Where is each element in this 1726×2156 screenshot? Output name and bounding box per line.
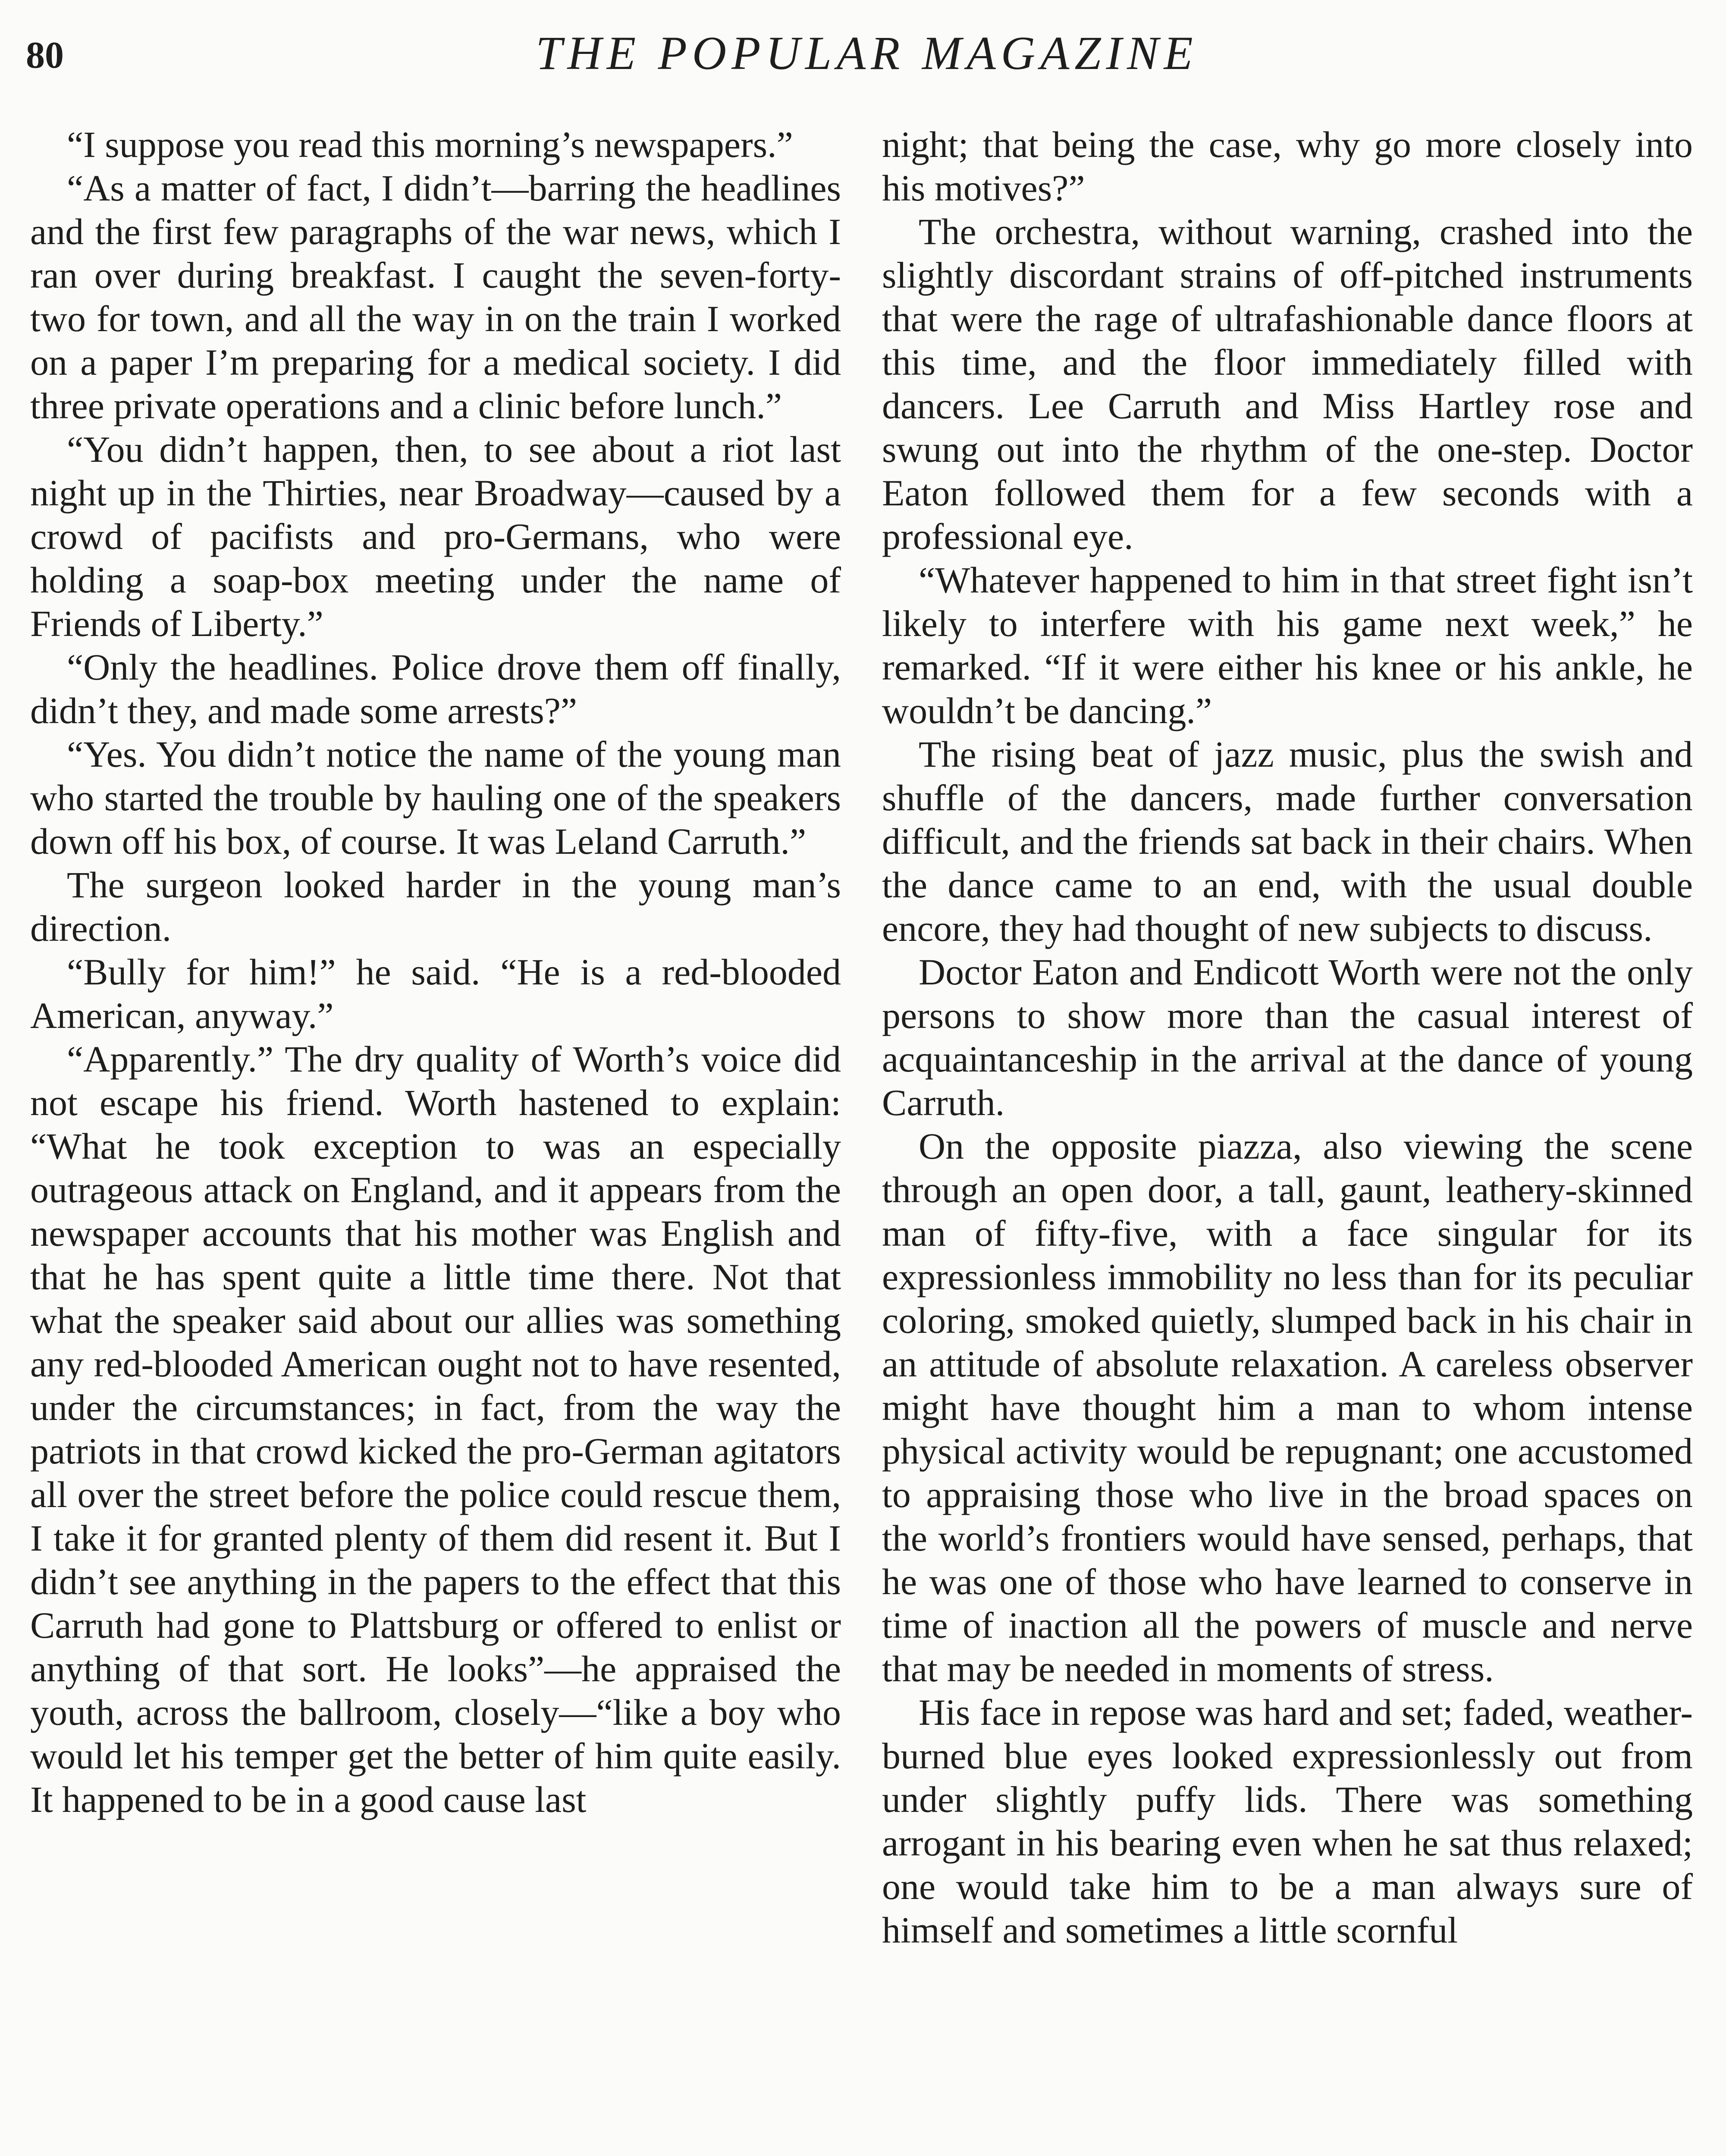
- left-column: [30, 123, 841, 2156]
- paragraph: On the opposite piazza, also viewing the scene through an open door, a tall, gaunt, leathery-skinned man of fifty-five, with a face singular for its expressionless immobility no less than for its peculiar coloring, smoked quietly, slumped back in his chair in an attitude of absolute relaxation. A careless observer might have thought him a man to whom intense physical activity would be repugnant; one accustomed to appraising those who live in the broad spaces on the world’s frontiers would have sensed, perhaps, that he was one of those who have learned to conserve in time of inaction all the powers of muscle and nerve that may be needed in moments of stress.: [882, 1125, 1693, 1689]
- paragraph: The surgeon looked harder in the young man’s direction.: [30, 864, 841, 949]
- paragraph: Doctor Eaton and Endicott Worth were not the only persons to show more than the casual interest of acquaintanceship in the arrival at the dance of young Carruth.: [882, 951, 1693, 1123]
- paragraph: The orchestra, without warning, crashed into the slightly discordant strains of off-pitched instruments that were the rage of ultrafashionable dance floors at this time, and the floor immediately filled with dancers. Lee Carruth and Miss Hartley rose and swung out into the rhythm of the one-step. Doctor Eaton followed them for a few seconds with a professional eye.: [882, 211, 1693, 557]
- right-column: [882, 123, 1693, 2156]
- paragraph: “I suppose you read this morning’s newspapers.”: [67, 124, 793, 165]
- paragraph: His face in repose was hard and set; faded, weather-burned blue eyes looked expressionlessly out from under slightly puffy lids. There was something arrogant in his bearing even when he sat thus relaxed; one would take him to be a man always sure of himself and sometimes a little scornful: [882, 1692, 1693, 1951]
- paragraph: “Whatever happened to him in that street fight isn’t likely to interfere with his game next week,” he remarked. “If it were either his knee or his ankle, he wouldn’t be dancing.”: [882, 559, 1693, 731]
- page-number: 80: [26, 34, 64, 76]
- magazine-title: THE POPULAR MAGAZINE: [536, 27, 1198, 79]
- page-header: [26, 26, 1708, 91]
- paragraph: “Only the headlines. Police drove them off finally, didn’t they, and made some arrests?”: [30, 646, 841, 731]
- paragraph: “You didn’t happen, then, to see about a riot last night up in the Thirties, near Broadway—caused by a crowd of pacifists and pro-Germans, who were holding a soap-box meeting under the name of Friends of Liberty.”: [30, 429, 841, 644]
- paragraph: “Bully for him!” he said. “He is a red-blooded American, anyway.”: [30, 951, 841, 1036]
- paragraph-continued: night; that being the case, why go more closely into his motives?”: [882, 124, 1693, 209]
- paragraph: “Yes. You didn’t notice the name of the young man who started the trouble by hauling one of the speakers down off his box, of course. It was Leland Carruth.”: [30, 733, 841, 862]
- paragraph: “Apparently.” The dry quality of Worth’s voice did not escape his friend. Worth hastened to explain: “What he took exception to was an especially outrageous attack on England, and it appears from the newspaper accounts that his mother was English and that he has spent quite a little time there. Not that what the speaker said about our allies was something any red-blooded American ought not to have resented, under the circumstances; in fact, from the way the patriots in that crowd kicked the pro-German agitators all over the street before the police could rescue them, I take it for granted plenty of them did resent it. But I didn’t see anything in the papers to the effect that this Carruth had gone to Plattsburg or offered to enlist or anything of that sort. He looks”—he appraised the youth, across the ballroom, closely—“like a boy who would let his temper get the better of him quite easily. It happened to be in a good cause last: [30, 1038, 841, 1820]
- paragraph: The rising beat of jazz music, plus the swish and shuffle of the dancers, made further conversation difficult, and the friends sat back in their chairs. When the dance came to an end, with the usual double encore, they had thought of new subjects to discuss.: [882, 733, 1693, 949]
- paragraph: “As a matter of fact, I didn’t—barring the headlines and the first few paragraphs of the war news, which I ran over during breakfast. I caught the seven-forty-two for town, and all the way in on the train I worked on a paper I’m preparing for a medical society. I did three private operations and a clinic before lunch.”: [30, 167, 841, 426]
